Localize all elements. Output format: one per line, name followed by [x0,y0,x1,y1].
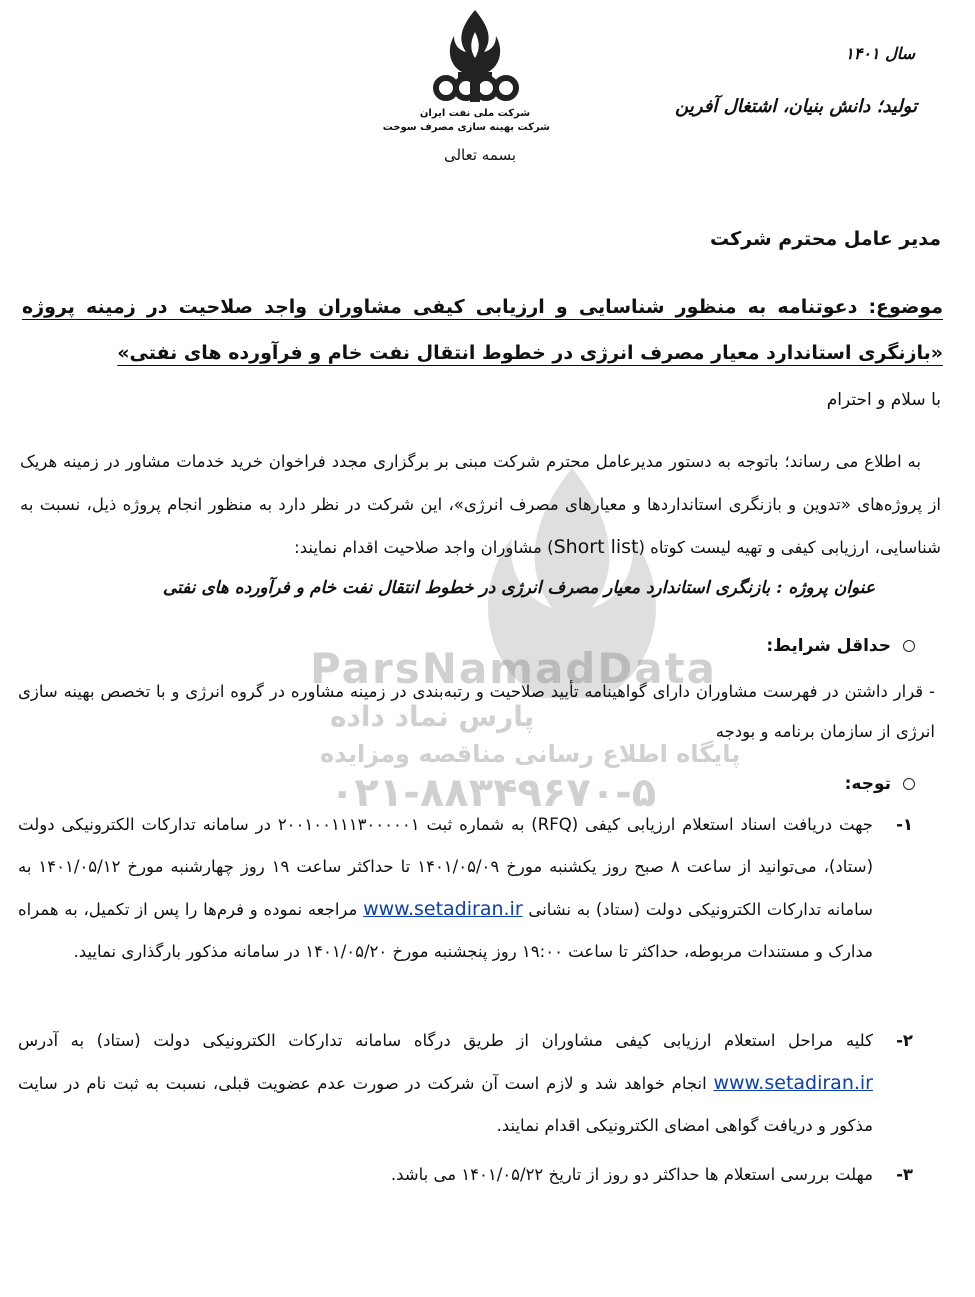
note-body [18,1154,873,1196]
min-conditions-title: حداقل شرایط: [766,636,891,656]
note-body [18,1020,873,1147]
circle-bullet-icon [903,778,915,790]
note-item-3 [18,1154,913,1196]
note-text: انجام خواهد شد و لازم است آن شرکت در صورت عدم عضویت قبلی، نسبت به ثبت نام در سایت مذکور و دریافت گواهی امضای الکترونیکی اقدام نمایند. [18,1074,873,1135]
note-text: کلیه مراحل استعلام ارزیابی کیفی مشاوران از طریق درگاه سامانه تدارکات الکترونیکی دولت (ستاد) به آدرس [18,1031,873,1050]
recipient: مدیر عامل محترم شرکت [710,228,941,250]
intro-paragraph [20,440,941,569]
logo-caption-2: شرکت بهینه سازی مصرف سوخت [382,122,550,133]
note-body [18,804,873,973]
note-text: مهلت بررسی استعلام ها حداکثر دو روز از تاریخ ۱۴۰۱/۰۵/۲۲ می باشد. [390,1165,873,1184]
watermark-tagline: پایگاه اطلاع رسانی مناقصه ومزایده [320,740,741,768]
note-number: ۲- [896,1031,913,1050]
setadiran-link[interactable]: www.setadiran.ir [713,1072,873,1094]
min-conditions-heading [766,636,915,656]
watermark-phone: ۰۲۱-۸۸۳۴۹۶۷۰-۵ [330,770,657,816]
greeting: با سلام و احترام [826,390,941,410]
notes-title: توجه: [844,774,891,794]
note-number: ۳- [896,1165,913,1184]
setadiran-link[interactable]: www.setadiran.ir [363,898,523,920]
note-item-2 [18,1020,913,1147]
min-conditions-text: - قرار داشتن در فهرست مشاوران دارای گواهینامه تأیید صلاحیت و رتبه‌بندی در زمینه مشاوره در گروه انرژی و با تخصص بهینه سازی انرژی از سازمان برنامه و بودجه [18,682,935,741]
short-list-term: Short list [553,536,639,558]
company-logo [382,6,550,136]
intro-text-2: ) مشاوران واجد صلاحیت اقدام نمایند: [294,538,554,557]
note-text: جهت دریافت اسناد استعلام ارزیابی کیفی (RFQ) به شماره ثبت ۲۰۰۱۰۰۱۱۱۳۰۰۰۰۰۱ در سامانه تدارکات الکترونیکی دولت (ستاد)، می‌توانید از ساعت ۸ صبح روز یکشنبه مورخ ۱۴۰۱/۰۵/۰۹ تا حداکثر ساعت ۱۹ روز چهارشنبه مورخ ۱۴۰۱/۰۵/۱۲ به سامانه تدارکات الکترونیکی دولت (ستاد) به نشانی [18,815,874,919]
watermark-brand-fa: پارس نماد داده [330,700,535,733]
subject-line [22,284,943,376]
year-slogan: تولید؛ دانش بنیان، اشتغال آفرین [675,96,917,117]
note-number: ۱- [896,815,913,834]
note-item-1 [18,804,913,973]
intro-text-1: به اطلاع می رساند؛ باتوجه به دستور مدیرعامل محترم شرکت مبنی بر برگزاری مجدد فراخوان خرید خدمات مشاور در زمینه هریک از پروژه‌های «تدوین و بازنگری استانداردها و معیارهای مصرف انرژی»، این شرکت در نظر دارد به منظور انجام پروژه ذیل، نسبت به شناسایی، ارزیابی کیفی و تهیه لیست کوتاه ( [20,452,941,557]
flame-logo-icon [400,6,550,106]
circle-bullet-icon [903,640,915,652]
note-text: مراجعه نموده و فرم‌ها را پس از تکمیل، به همراه مدارک و مستندات مربوطه، حداکثر تا ساعت ۱۹:۰۰ روز پنجشنبه مورخ ۱۴۰۱/۰۵/۲۰ در سامانه مذکور بارگذاری نمایید. [18,900,873,961]
logo-caption-1: شرکت ملی نفت ایران [419,108,531,119]
project-title: عنوان پروژه : بازنگری استاندارد معیار مصرف انرژی در خطوط انتقال نفت خام و فرآورده های نفتی [162,578,875,598]
year-label: سال ۱۴۰۱ [845,44,915,63]
notes-heading [845,774,915,794]
subject-text: موضوع: دعوتنامه به منظور شناسایی و ارزیابی کیفی مشاوران واجد صلاحیت در زمینه پروژه «بازنگری استاندارد معیار مصرف انرژی در خطوط انتقال نفت خام و فرآورده های نفتی» [22,296,943,364]
basmala: بسمه تعالی [443,146,517,164]
watermark-brand: ParsNamadData [310,644,717,693]
